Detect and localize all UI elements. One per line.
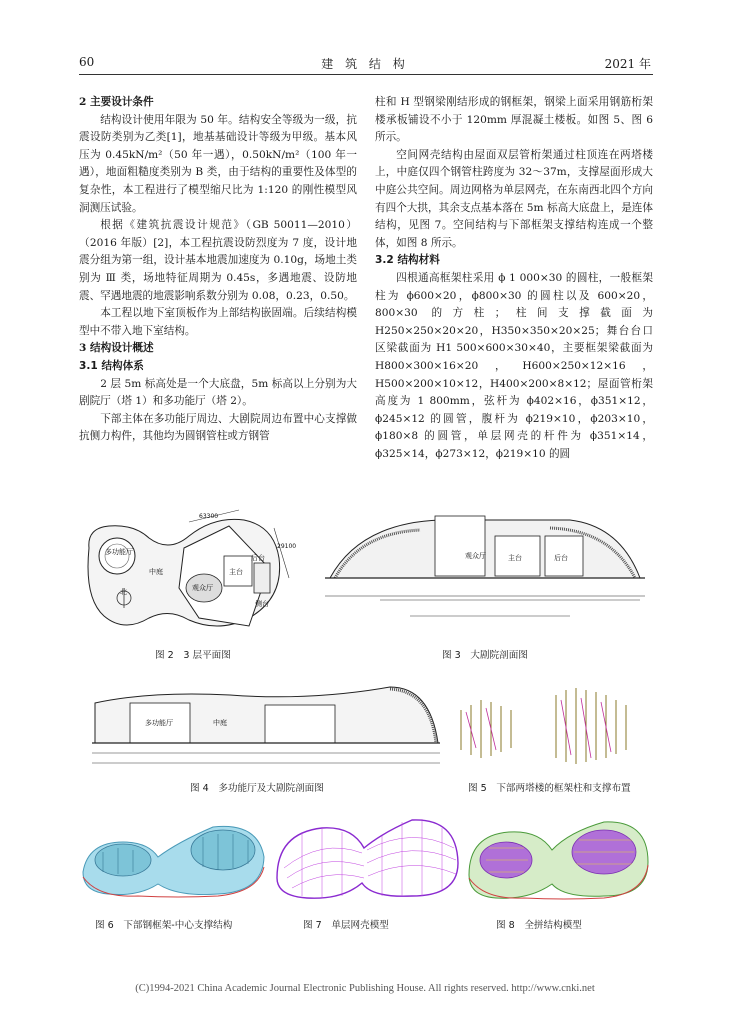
- figure-7-shell-model: [272, 808, 462, 904]
- fig2-label-atrium: 中庭: [149, 568, 163, 576]
- figure-4-caption: 图 4 多功能厅及大剧院剖面图: [190, 783, 324, 794]
- figure-8-caption: 图 8 全拼结构模型: [496, 920, 582, 931]
- fig2-label-stage: 主台: [229, 568, 243, 576]
- fig3-label-backstage: 后台: [554, 554, 568, 562]
- figure-2-floor-plan: [79, 508, 297, 640]
- figure-8-full-model: [464, 810, 652, 902]
- figure-2-caption: 图 2 3 层平面图: [155, 650, 231, 661]
- journal-title: 建 筑 结 构: [321, 57, 409, 71]
- paragraph: 2 层 5m 标高处是一个大底盘，5m 标高以上分别为大剧院厅（塔 1）和多功能厅（塔 2）。: [79, 377, 357, 408]
- fig2-label-backstage: 后台: [251, 554, 265, 562]
- fig2-label-side: 侧台: [255, 600, 269, 608]
- page-number: 60: [79, 55, 95, 69]
- right-column: [375, 94, 653, 463]
- figure-6-caption: 图 6 下部钢框架-中心支撑结构: [95, 920, 233, 931]
- header-rule: [79, 74, 653, 75]
- fig2-label-north: 北: [120, 588, 127, 596]
- left-column: [79, 94, 357, 446]
- figure-5-columns-bracing: [446, 680, 652, 770]
- figure-5-caption: 图 5 下部两塔楼的框架柱和支撑布置: [468, 783, 631, 794]
- figure-3-theater-section: [320, 508, 652, 638]
- fig3-label-audience: 观众厅: [465, 552, 486, 560]
- publication-year: 2021 年: [604, 57, 651, 71]
- section-3-2-heading: 3.2 结构材料: [375, 254, 440, 267]
- fig2-label-audience: 观众厅: [192, 584, 213, 592]
- paragraph: 柱和 H 型钢梁刚结形成的钢框架，钢梁上面采用钢筋桁架楼承板铺设不小于 120mm 厚混凝土楼板。如图 5、图 6 所示。: [375, 96, 653, 144]
- fig4-label-atrium: 中庭: [213, 719, 227, 727]
- paragraph: 结构设计使用年限为 50 年。结构安全等级为一级，抗震设防类别为乙类[1]，地基基础设计等级为甲级。基本风压为 0.45kN/m²（50 年一遇），0.50kN/m²（100 年一遇），地面粗糙度类别为 B 类，由于结构的重要性及体型的复杂性，本工程进行了模型缩尺比为 1:120 的刚性模型风洞测压试验。: [79, 113, 357, 214]
- figure-6-steel-frame: [78, 812, 268, 902]
- figure-4-section: [90, 673, 442, 773]
- fig4-label-multi-hall: 多功能厅: [145, 719, 173, 727]
- copyright-footer: (C)1994-2021 China Academic Journal Electronic Publishing House. All rights reserved. http://www.cnki.net: [135, 983, 595, 994]
- section-2-heading: 2 主要设计条件: [79, 96, 154, 108]
- fig2-dim-1: 63300: [199, 513, 219, 520]
- fig2-label-multi-hall: 多功能厅: [105, 548, 133, 556]
- figure-3-caption: 图 3 大剧院剖面图: [442, 650, 528, 661]
- paragraph: 空间网壳结构由屋面双层管桁架通过柱顶连在两塔楼上，中庭仅四个钢管柱跨度为 32～37m，支撑屋面形成大中庭公共空间。周边网格为单层网壳，在东南西北四个方向有四个大拱，其余支点基本落在 5m 标高大底盘上，是连体结构，见图 7。空间结构与下部框架支撑结构连成一个整体，如图 8 所示。: [375, 148, 653, 249]
- paragraph: 下部主体在多功能厅周边、大剧院周边布置中心支撑做抗侧力构件，其他均为圆钢管柱或方钢管: [79, 412, 357, 443]
- fig2-dim-2: 29100: [277, 543, 297, 550]
- figure-7-caption: 图 7 单层网壳模型: [303, 920, 389, 931]
- page-header: [0, 55, 730, 75]
- paragraph: 根据《建筑抗震设计规范》（GB 50011—2010）（2016 年版）[2]，本工程抗震设防烈度为 7 度，设计地震分组为第一组，设计基本地震加速度为 0.10g，场地土类别为 Ⅲ 类，场地特征周期为 0.45s，多遇地震、设防地震、罕遇地震的地震影响系数分别为 0.08，0.23，0.50。: [79, 219, 357, 302]
- paragraph: 本工程以地下室顶板作为上部结构嵌固端。后续结构模型中不带入地下室结构。: [79, 307, 357, 337]
- paragraph: 四根通高框架柱采用 ϕ 1 000×30 的圆柱，一般框架柱为 ϕ600×20，ϕ800×30 的圆柱以及 600×20，800×30 的方柱；柱间支撑截面为 H250×250×20×20，H350×350×20×25；舞台台口区梁截面为 H1 500×600×30×40，主要框架梁截面为 H800×300×16×20，H600×250×12×16，H500×200×10×12，H400×200×8×12；屋面管桁架高度为 1 800mm，弦杆为 ϕ402×16，ϕ351×12，ϕ245×12 的圆管，腹杆为 ϕ219×10，ϕ203×10，ϕ180×8 的圆管，单层网壳的杆件为 ϕ351×14，ϕ325×14，ϕ273×12，ϕ219×10 的圆: [375, 271, 653, 460]
- fig3-label-stage: 主台: [508, 554, 522, 562]
- section-3-heading: 3 结构设计概述: [79, 342, 154, 355]
- section-3-1-heading: 3.1 结构体系: [79, 359, 144, 372]
